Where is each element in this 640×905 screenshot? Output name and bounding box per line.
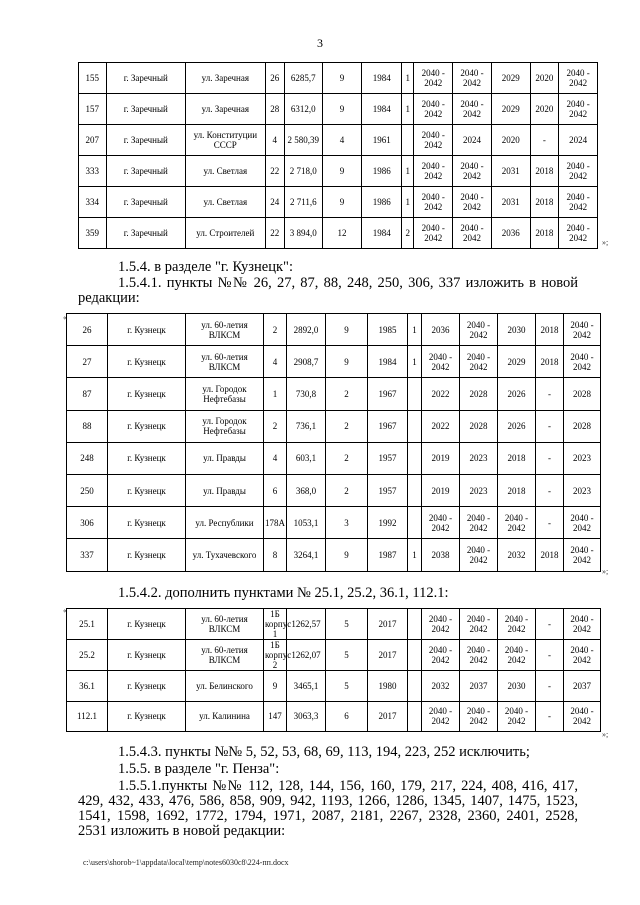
table-cell: - [536, 671, 564, 702]
table-cell [408, 640, 422, 671]
table-cell: 1Б корпус 2 [265, 640, 292, 670]
table-cell: 2018 [498, 474, 536, 506]
table-cell: 2040 - 2042 [460, 640, 498, 671]
table-cell: 2017 [368, 609, 408, 640]
table-cell: 2018 [498, 442, 536, 474]
table-cell: - [536, 378, 564, 410]
table-cell: 306 [67, 507, 108, 539]
table-cell: 1992 [368, 507, 408, 539]
table-row [67, 346, 601, 378]
table-cell: 2018 [530, 187, 559, 218]
table-cell: г. Кузнецк [108, 474, 186, 506]
table-cell: - [536, 474, 564, 506]
table-cell: 2 [326, 442, 368, 474]
table-cell: 5 [326, 609, 368, 640]
paragraph-1-5-4-1: 1.5.4.1. пункты №№ 26, 27, 87, 88, 248, 250, 306, 337 изложить в новой редакции: [78, 275, 578, 306]
table-cell: 1 [264, 378, 287, 410]
table-cell: 1 [408, 346, 422, 378]
table-cell: 2018 [536, 346, 564, 378]
table-cell: 157 [79, 94, 107, 125]
table-cell: 3063,3 [287, 701, 326, 732]
table-cell: 2040 - 2042 [414, 156, 453, 187]
table-cell: 2 [402, 218, 414, 249]
table-cell: 2040 - 2042 [564, 640, 601, 671]
table-cell: 2026 [498, 410, 536, 442]
table-cell: 88 [67, 410, 108, 442]
table-cell: 2040 - 2042 [453, 218, 492, 249]
table-cell [402, 125, 414, 156]
table-cell: ул. 60-летия ВЛКСМ [186, 314, 264, 346]
table-cell: 368,0 [287, 474, 326, 506]
table-cell: 4 [265, 125, 284, 156]
table-cell: ул. Правды [186, 474, 264, 506]
table-cell: 250 [67, 474, 108, 506]
table-cell: 2 [326, 474, 368, 506]
table-cell: 6312,0 [284, 94, 322, 125]
table-cell: 1262,07 [287, 640, 326, 671]
table-cell: 22 [265, 156, 284, 187]
table-row [79, 125, 598, 156]
table-cell: ул. Белинского [186, 671, 264, 702]
table-cell: 9 [322, 94, 362, 125]
paragraph-1-5-4-3: 1.5.4.3. пункты №№ 5, 52, 53, 68, 69, 113, 194, 223, 252 исключить; [118, 744, 530, 760]
table-cell [408, 671, 422, 702]
table-cell: 2040 - 2042 [414, 125, 453, 156]
table-cell: 1985 [368, 314, 408, 346]
table-cell [408, 378, 422, 410]
table-cell: г. Кузнецк [108, 671, 186, 702]
table-cell: 2032 [422, 671, 460, 702]
table-cell: г. Кузнецк [108, 701, 186, 732]
table-cell: ул. Калинина [186, 701, 264, 732]
table-cell: 207 [79, 125, 107, 156]
table-cell: 2026 [498, 378, 536, 410]
table-cell: 2040 - 2042 [498, 609, 536, 640]
table-cell: ул. 60-летия ВЛКСМ [186, 640, 264, 671]
table-cell: 2040 - 2042 [559, 156, 598, 187]
table-cell [408, 609, 422, 640]
table-cell: 2040 - 2042 [564, 609, 601, 640]
table-cell: 1 [402, 156, 414, 187]
table-cell: 2022 [422, 410, 460, 442]
table-row [67, 640, 601, 671]
table-cell: 178А [264, 507, 287, 539]
table-cell: 2032 [498, 539, 536, 571]
table-cell: 3 [326, 507, 368, 539]
table-cell: г. Заречный [106, 94, 186, 125]
table-cell: 2040 - 2042 [498, 701, 536, 732]
table-cell: 1 [408, 314, 422, 346]
table-cell: 1 [408, 539, 422, 571]
table-cell: 2030 [498, 671, 536, 702]
open-quote-mark: « [63, 606, 67, 615]
table-row [67, 474, 601, 506]
table-cell: 2020 [530, 94, 559, 125]
table-cell: 2040 - 2042 [564, 701, 601, 732]
table-cell: ул. Конституции СССР [186, 125, 266, 156]
table-cell: 2031 [491, 156, 530, 187]
table-cell: 2022 [422, 378, 460, 410]
table-cell: г. Кузнецк [108, 609, 186, 640]
table-cell: 1957 [368, 474, 408, 506]
table-cell: 1Б корпус 1 [265, 609, 292, 639]
table-cell: 3465,1 [287, 671, 326, 702]
table-cell: 2908,7 [287, 346, 326, 378]
table-cell: 2040 - 2042 [498, 507, 536, 539]
table-cell: ул. 60-летия ВЛКСМ [186, 346, 264, 378]
table-cell [408, 474, 422, 506]
table-cell: 2040 - 2042 [460, 507, 498, 539]
table-cell: 2040 - 2042 [564, 539, 601, 571]
table-cell: 2028 [564, 378, 601, 410]
table-cell: 2040 - 2042 [453, 156, 492, 187]
table-cell: 6285,7 [284, 63, 322, 94]
end-quote-mark: »; [602, 567, 609, 576]
table-cell: 2 [326, 410, 368, 442]
open-quote-mark: « [63, 313, 67, 322]
table-cell [408, 442, 422, 474]
table-cell: ул. 60-летия ВЛКСМ [186, 609, 264, 640]
table-kuznetsk-added [66, 608, 601, 732]
table-cell: - [530, 125, 559, 156]
table-cell: - [536, 701, 564, 732]
table-cell: г. Кузнецк [108, 640, 186, 671]
table-cell: 2040 - 2042 [453, 63, 492, 94]
table-cell: 2029 [491, 63, 530, 94]
table-row [79, 63, 598, 94]
table-cell: 2040 - 2042 [453, 187, 492, 218]
table-cell: 5 [326, 640, 368, 671]
table-cell: 2040 - 2042 [422, 507, 460, 539]
table-cell: 2 [264, 314, 287, 346]
table-row [79, 156, 598, 187]
table-cell: - [536, 640, 564, 671]
table-cell: 28 [265, 94, 284, 125]
table-cell: 9 [322, 187, 362, 218]
table-row [67, 378, 601, 410]
table-cell: 36.1 [67, 671, 108, 702]
table-row [67, 410, 601, 442]
table-row [67, 609, 601, 640]
table-cell: 26 [67, 314, 108, 346]
table-cell: 1986 [362, 156, 402, 187]
table-cell: ул. Правды [186, 442, 264, 474]
table-cell: ул. Светлая [186, 156, 266, 187]
table-cell: 9 [326, 346, 368, 378]
table-cell: 2029 [491, 94, 530, 125]
page-number: 3 [317, 36, 323, 50]
table-cell: 5 [326, 671, 368, 702]
table-cell: 9 [264, 671, 287, 702]
table-cell: г. Заречный [106, 218, 186, 249]
table-cell: 3264,1 [287, 539, 326, 571]
table-cell: 1 [402, 187, 414, 218]
table-cell: 2 580,39 [284, 125, 322, 156]
table-cell: 9 [326, 539, 368, 571]
table-cell: 2 [264, 410, 287, 442]
table-cell: 1984 [362, 63, 402, 94]
table-cell: 87 [67, 378, 108, 410]
table-cell [408, 410, 422, 442]
table-cell: 2020 [530, 63, 559, 94]
end-quote-mark: »; [602, 238, 609, 247]
table-cell: 2023 [564, 474, 601, 506]
table-cell: 2036 [491, 218, 530, 249]
table-cell: 2031 [491, 187, 530, 218]
table-cell: - [536, 442, 564, 474]
table-cell: 2037 [564, 671, 601, 702]
table-row [67, 507, 601, 539]
table-row [67, 539, 601, 571]
table-cell: 2018 [530, 218, 559, 249]
table-cell: 2017 [368, 701, 408, 732]
table-cell: 2040 - 2042 [564, 314, 601, 346]
section-heading-penza: 1.5.5. в разделе "г. Пенза": [118, 761, 280, 777]
table-cell: г. Кузнецк [108, 314, 186, 346]
table-cell: 2040 - 2042 [422, 701, 460, 732]
table-cell: 1984 [368, 346, 408, 378]
table-cell: 112.1 [67, 701, 108, 732]
table-cell: 337 [67, 539, 108, 571]
table-cell: 2 [326, 378, 368, 410]
table-cell: 248 [67, 442, 108, 474]
table-cell: 2018 [536, 314, 564, 346]
table-row [67, 671, 601, 702]
table-cell: 2028 [460, 410, 498, 442]
table-cell [408, 507, 422, 539]
table-cell: 12 [322, 218, 362, 249]
table-cell: 4 [264, 346, 287, 378]
table-row [79, 218, 598, 249]
table-cell: 1 [402, 94, 414, 125]
table-cell: 4 [264, 442, 287, 474]
table-cell: г. Кузнецк [108, 378, 186, 410]
footer-file-path: c:\users\shorob~1\appdata\local\temp\notes6030c8\224-пп.docx [83, 858, 289, 867]
paragraph-1-5-5-1: 1.5.5.1.пункты №№ 112, 128, 144, 156, 160, 179, 217, 224, 408, 416, 417, 429, 432, 433, 476, 586, 858, 909, 942, 1193, 1266, 1286, 1345, 1407, 1475, 1523, 1541, 1598, 1692, 1772, 1794, 1971, 2087, 2181, 2267, 2328, 2360, 2401, 2528, 2531 изложить в новой редакции: [78, 778, 578, 839]
table-cell: 1961 [362, 125, 402, 156]
section-heading-kuznetsk: 1.5.4. в разделе "г. Кузнецк": [118, 259, 293, 275]
table-cell: 1967 [368, 378, 408, 410]
table-cell: 2030 [498, 314, 536, 346]
table-cell: 2038 [422, 539, 460, 571]
table-cell: 4 [322, 125, 362, 156]
table-cell: 2019 [422, 474, 460, 506]
table-cell: 603,1 [287, 442, 326, 474]
table-row [79, 187, 598, 218]
table-cell: г. Кузнецк [108, 539, 186, 571]
table-cell: г. Заречный [106, 156, 186, 187]
table-cell: 27 [67, 346, 108, 378]
table-row [67, 442, 601, 474]
table-cell: 155 [79, 63, 107, 94]
table-cell: 2 711,6 [284, 187, 322, 218]
table-cell: 6 [264, 474, 287, 506]
table-cell: 2040 - 2042 [559, 94, 598, 125]
table-cell: 2040 - 2042 [414, 187, 453, 218]
table-cell: 9 [322, 63, 362, 94]
table-cell: 2040 - 2042 [559, 63, 598, 94]
table-cell: 2018 [530, 156, 559, 187]
table-cell: 2017 [368, 640, 408, 671]
table-row [67, 314, 601, 346]
table-cell: 1984 [362, 218, 402, 249]
table-cell: 2040 - 2042 [414, 63, 453, 94]
table-cell: 2020 [491, 125, 530, 156]
table-cell: ул. Городок Нефтебазы [186, 378, 264, 410]
table-cell: ул. Республики [186, 507, 264, 539]
table-cell: 9 [326, 314, 368, 346]
table-cell: ул. Строителей [186, 218, 266, 249]
table-cell: 25.1 [67, 609, 108, 640]
table-cell: 2 718,0 [284, 156, 322, 187]
table-cell: 2036 [422, 314, 460, 346]
table-cell: 25.2 [67, 640, 108, 671]
table-cell: - [536, 410, 564, 442]
table-cell: г. Кузнецк [108, 346, 186, 378]
table-cell: г. Заречный [106, 187, 186, 218]
table-cell: 2040 - 2042 [564, 507, 601, 539]
table-cell: 2037 [460, 671, 498, 702]
table-cell: 2040 - 2042 [559, 218, 598, 249]
end-quote-mark: »; [602, 730, 609, 739]
table-cell: 2040 - 2042 [414, 94, 453, 125]
table-cell: ул. Заречная [186, 94, 266, 125]
table-cell: 1 [402, 63, 414, 94]
table-cell: 2040 - 2042 [559, 187, 598, 218]
table-cell: 2040 - 2042 [460, 539, 498, 571]
table-cell: 1262,57 [287, 609, 326, 640]
table-cell: 26 [265, 63, 284, 94]
table-cell: 2040 - 2042 [460, 346, 498, 378]
table-cell: 2028 [460, 378, 498, 410]
table-cell: ул. Заречная [186, 63, 266, 94]
table-cell: 2024 [559, 125, 598, 156]
table-cell: 147 [264, 701, 287, 732]
table-cell: 730,8 [287, 378, 326, 410]
table-cell: г. Кузнецк [108, 507, 186, 539]
table-cell [408, 701, 422, 732]
table-cell: 1053,1 [287, 507, 326, 539]
table-cell: 2023 [460, 474, 498, 506]
table-cell: 2040 - 2042 [422, 640, 460, 671]
table-row [79, 94, 598, 125]
table-cell: 2019 [422, 442, 460, 474]
table-cell: 2018 [536, 539, 564, 571]
table-cell: 1984 [362, 94, 402, 125]
table-row [67, 701, 601, 732]
table-cell: 2023 [564, 442, 601, 474]
table-cell: г. Заречный [106, 63, 186, 94]
table-cell: 736,1 [287, 410, 326, 442]
table-cell: 1987 [368, 539, 408, 571]
table-cell: 2024 [453, 125, 492, 156]
table-cell: 3 894,0 [284, 218, 322, 249]
table-cell: 1957 [368, 442, 408, 474]
table-cell: 2892,0 [287, 314, 326, 346]
table-cell: 1986 [362, 187, 402, 218]
table-zarechny [78, 62, 598, 249]
table-cell: 2040 - 2042 [564, 346, 601, 378]
paragraph-1-5-4-2: 1.5.4.2. дополнить пунктами № 25.1, 25.2, 36.1, 112.1: [118, 585, 449, 601]
table-cell: 1967 [368, 410, 408, 442]
table-cell: 8 [264, 539, 287, 571]
table-cell: 2040 - 2042 [460, 609, 498, 640]
table-cell: 9 [322, 156, 362, 187]
table-cell: 2023 [460, 442, 498, 474]
table-cell: 2040 - 2042 [414, 218, 453, 249]
table-cell: - [536, 507, 564, 539]
table-cell: 24 [265, 187, 284, 218]
table-cell: ул. Городок Нефтебазы [186, 410, 264, 442]
table-cell: 2029 [498, 346, 536, 378]
table-cell: 2040 - 2042 [460, 701, 498, 732]
table-cell: ул. Светлая [186, 187, 266, 218]
table-cell: 359 [79, 218, 107, 249]
table-cell: 2040 - 2042 [498, 640, 536, 671]
table-kuznetsk-revised [66, 313, 601, 572]
table-cell: 333 [79, 156, 107, 187]
table-cell: 2040 - 2042 [422, 609, 460, 640]
table-cell: 2040 - 2042 [460, 314, 498, 346]
table-cell: г. Заречный [106, 125, 186, 156]
table-cell: 334 [79, 187, 107, 218]
table-cell: 2028 [564, 410, 601, 442]
table-cell: г. Кузнецк [108, 442, 186, 474]
table-cell: 22 [265, 218, 284, 249]
table-cell: 2040 - 2042 [422, 346, 460, 378]
table-cell: ул. Тухачевского [186, 539, 264, 571]
table-cell: 1980 [368, 671, 408, 702]
table-cell: 6 [326, 701, 368, 732]
table-cell: 2040 - 2042 [453, 94, 492, 125]
table-cell: - [536, 609, 564, 640]
table-cell: г. Кузнецк [108, 410, 186, 442]
